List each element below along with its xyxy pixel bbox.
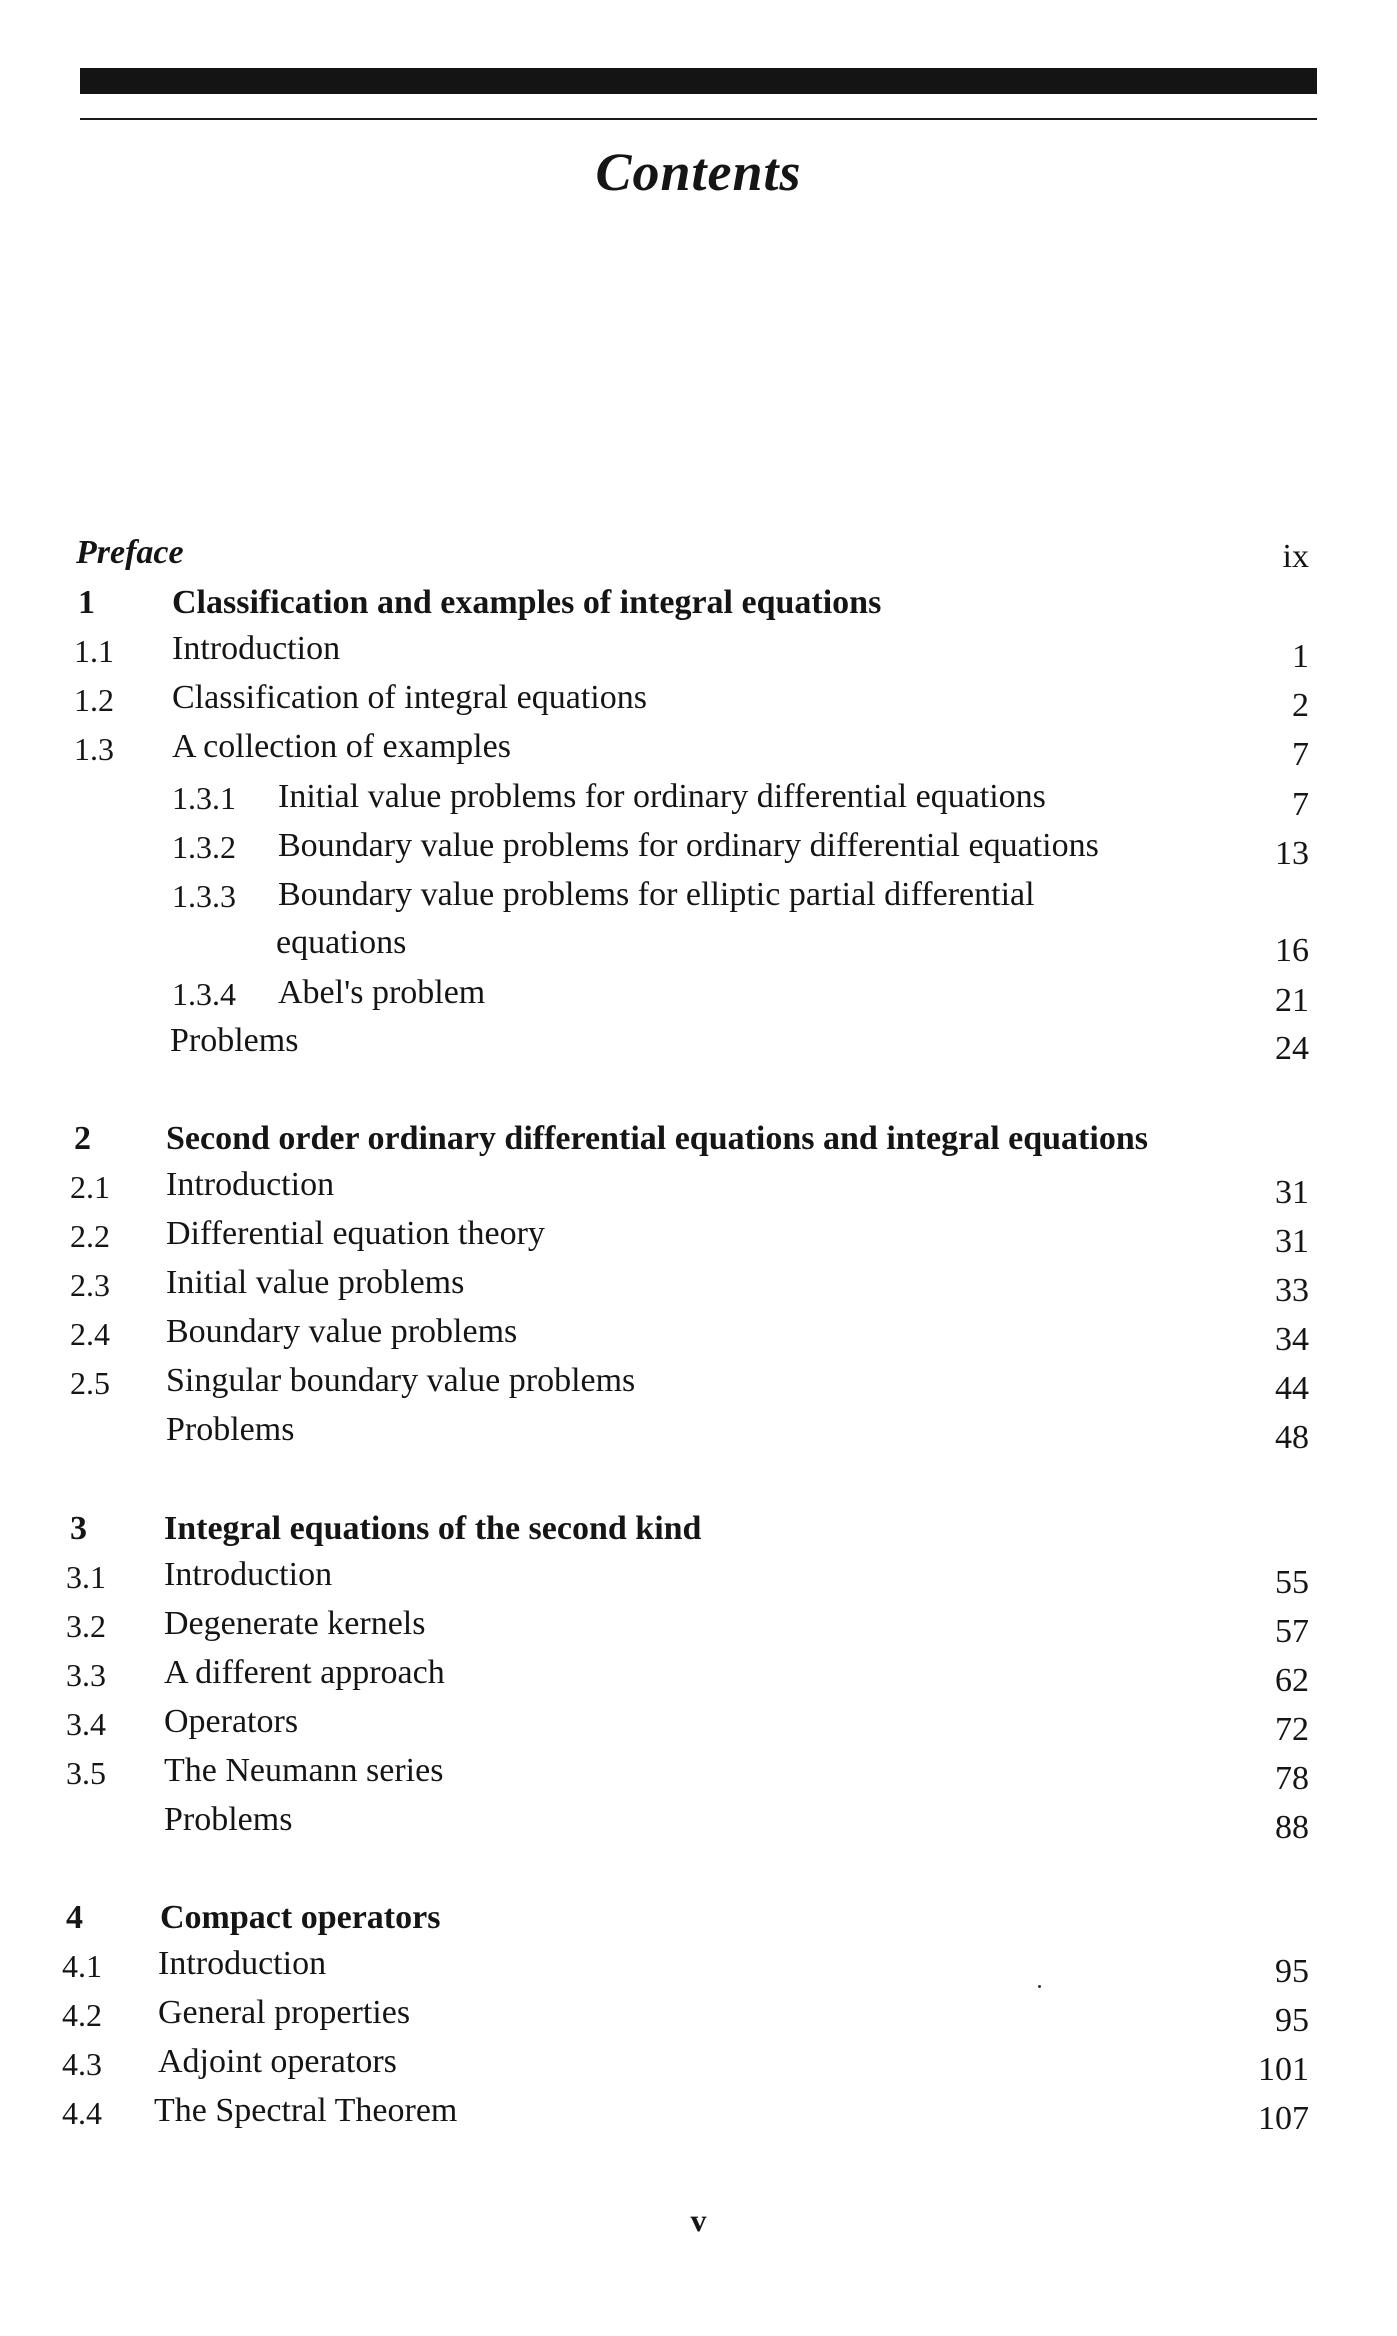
section-title[interactable]: A collection of examples bbox=[172, 728, 511, 765]
section-title[interactable]: Initial value problems bbox=[166, 1264, 465, 1301]
section-number: 4.2 bbox=[62, 1997, 102, 2033]
section-number: 3.4 bbox=[66, 1706, 106, 1742]
subsection-title[interactable]: Boundary value problems for ordinary differential equations bbox=[278, 827, 1099, 864]
section-number: 3.2 bbox=[66, 1608, 106, 1644]
subsection-title[interactable]: Initial value problems for ordinary differential equations bbox=[278, 778, 1046, 815]
subsection-title[interactable]: Boundary value problems for elliptic partial differential bbox=[278, 876, 1035, 913]
section-number: 2.4 bbox=[70, 1316, 110, 1352]
header-rule-thick bbox=[80, 68, 1317, 94]
problems-page: 88 bbox=[1275, 1809, 1309, 1846]
chapter-2-number: 2 bbox=[74, 1120, 91, 1157]
section-title[interactable]: A different approach bbox=[164, 1654, 445, 1691]
section-title[interactable]: General properties bbox=[158, 1994, 411, 2031]
section-page: 33 bbox=[1275, 1272, 1309, 1309]
problems-page: 48 bbox=[1275, 1419, 1309, 1456]
section-title[interactable]: Operators bbox=[164, 1703, 299, 1740]
section-title[interactable]: Introduction bbox=[164, 1556, 333, 1593]
chapter-3-title[interactable]: Integral equations of the second kind bbox=[164, 1510, 702, 1547]
chapter-2-title[interactable]: Second order ordinary differential equations and integral equations bbox=[166, 1120, 1148, 1157]
section-page: 95 bbox=[1275, 2002, 1309, 2039]
subsection-page: 13 bbox=[1275, 835, 1309, 872]
section-number: 1.3 bbox=[74, 731, 114, 767]
section-title[interactable]: Introduction bbox=[166, 1166, 335, 1203]
section-number: 4.4 bbox=[62, 2095, 102, 2131]
chapter-1-title[interactable]: Classification and examples of integral equations bbox=[172, 584, 882, 621]
section-number: 3.1 bbox=[66, 1559, 106, 1595]
subsection-page: 7 bbox=[1292, 786, 1309, 823]
section-page: 57 bbox=[1275, 1613, 1309, 1650]
section-title[interactable]: Introduction bbox=[172, 630, 341, 667]
section-page: 55 bbox=[1275, 1564, 1309, 1601]
problems-label[interactable]: Problems bbox=[164, 1801, 293, 1838]
section-title[interactable]: Singular boundary value problems bbox=[166, 1362, 636, 1399]
page-number: v bbox=[690, 2202, 707, 2238]
chapter-3-number: 3 bbox=[70, 1510, 87, 1547]
section-page: 72 bbox=[1275, 1711, 1309, 1748]
section-page: 101 bbox=[1258, 2051, 1309, 2088]
section-number: 2.3 bbox=[70, 1267, 110, 1303]
subsection-page: 16 bbox=[1275, 932, 1309, 969]
section-number: 3.5 bbox=[66, 1755, 106, 1791]
preface-page: ix bbox=[1282, 538, 1309, 575]
section-page: 44 bbox=[1275, 1370, 1309, 1407]
section-number: 4.1 bbox=[62, 1948, 102, 1984]
section-number: 2.2 bbox=[70, 1218, 110, 1254]
problems-page: 24 bbox=[1275, 1030, 1309, 1067]
section-page: 31 bbox=[1275, 1223, 1309, 1260]
section-page: 95 bbox=[1275, 1953, 1309, 1990]
problems-label[interactable]: Problems bbox=[170, 1022, 299, 1059]
section-number: 3.3 bbox=[66, 1657, 106, 1693]
section-title[interactable]: The Spectral Theorem bbox=[154, 2092, 458, 2129]
section-page: 2 bbox=[1292, 687, 1309, 724]
section-title[interactable]: Adjoint operators bbox=[158, 2043, 397, 2080]
section-number: 1.1 bbox=[74, 633, 114, 669]
section-number: 2.5 bbox=[70, 1365, 110, 1401]
chapter-1-number: 1 bbox=[78, 584, 95, 621]
subsection-number: 1.3.3 bbox=[172, 878, 236, 914]
chapter-4-number: 4 bbox=[66, 1899, 83, 1936]
subsection-number: 1.3.4 bbox=[172, 976, 236, 1012]
section-title[interactable]: Classification of integral equations bbox=[172, 679, 647, 716]
subsection-number: 1.3.1 bbox=[172, 780, 236, 816]
section-page: 1 bbox=[1292, 638, 1309, 675]
section-title[interactable]: Degenerate kernels bbox=[164, 1605, 426, 1642]
header-rule-thin bbox=[80, 118, 1317, 120]
section-title[interactable]: The Neumann series bbox=[164, 1752, 444, 1789]
section-title[interactable]: Boundary value problems bbox=[166, 1313, 518, 1350]
section-page: 78 bbox=[1275, 1760, 1309, 1797]
problems-label[interactable]: Problems bbox=[166, 1411, 295, 1448]
section-page: 7 bbox=[1292, 736, 1309, 773]
section-title[interactable]: Differential equation theory bbox=[166, 1215, 545, 1252]
subsection-title[interactable]: Abel's problem bbox=[278, 974, 486, 1011]
section-number: 2.1 bbox=[70, 1169, 110, 1205]
section-number: 4.3 bbox=[62, 2046, 102, 2082]
preface-label[interactable]: Preface bbox=[76, 534, 184, 571]
section-page: 62 bbox=[1275, 1662, 1309, 1699]
subsection-title-continued[interactable]: equations bbox=[276, 924, 407, 961]
section-title[interactable]: Introduction bbox=[158, 1945, 327, 1982]
page-title: Contents bbox=[595, 142, 802, 202]
section-number: 1.2 bbox=[74, 682, 114, 718]
subsection-number: 1.3.2 bbox=[172, 829, 236, 865]
section-page: 31 bbox=[1275, 1174, 1309, 1211]
chapter-4-title[interactable]: Compact operators bbox=[160, 1899, 441, 1936]
section-page: 107 bbox=[1258, 2100, 1309, 2137]
subsection-page: 21 bbox=[1275, 982, 1309, 1019]
print-speck bbox=[1038, 1985, 1041, 1988]
section-page: 34 bbox=[1275, 1321, 1309, 1358]
